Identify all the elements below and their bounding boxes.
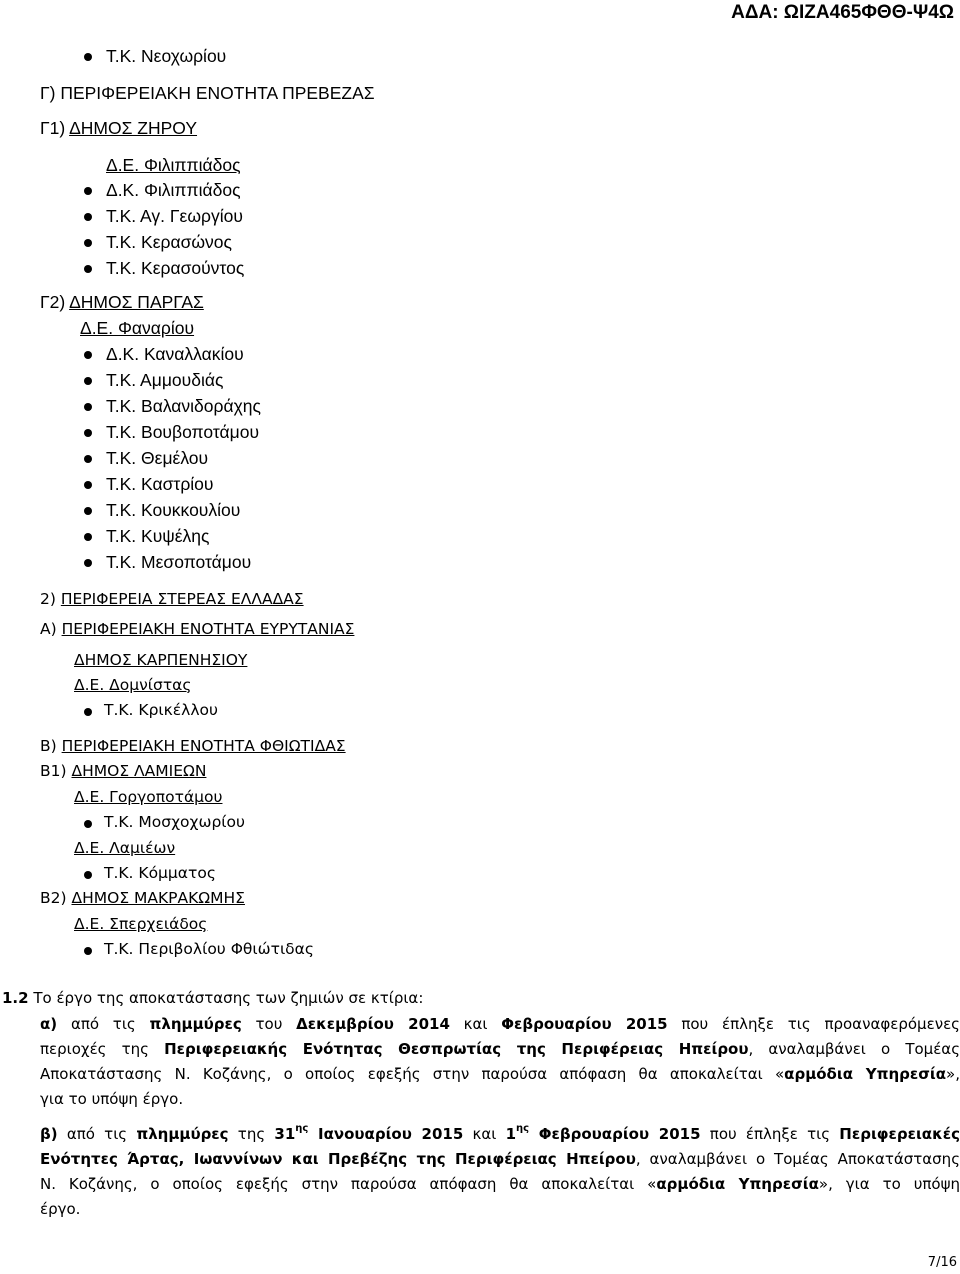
municipality-heading: Β1) ΔΗΜΟΣ ΛΑΜΙΕΩΝ (40, 762, 207, 780)
paragraph-a (40, 1012, 960, 1112)
list-item: Τ.Κ. Θεμέλου (106, 448, 209, 468)
bullet-icon (84, 871, 92, 879)
list-item: Τ.Κ. Κουκκουλίου (106, 500, 241, 520)
bullet-icon (84, 708, 92, 716)
bullet-icon (84, 265, 92, 273)
bullet-icon (84, 187, 92, 195)
list-item: Τ.Κ. Κρικέλλου (104, 701, 218, 719)
paragraph-a-line-3: Αποκατάστασης Ν. Κοζάνης, ο οποίος εφεξής στην παρούσα απόφαση θα αποκαλείται «αρμόδια Υπηρεσία», (40, 1065, 960, 1083)
paragraph-b-line-3: Ν. Κοζάνης, ο οποίος εφεξής στην παρούσα απόφαση θα αποκαλείται «αρμόδια Υπηρεσία», για το υπόψη (40, 1175, 960, 1193)
list-item: Τ.Κ. Αμμουδιάς (106, 370, 224, 390)
paragraph-a-line-4: για το υπόψη έργο. (40, 1090, 184, 1108)
paragraph-a-line-2: περιοχές της Περιφερειακής Ενότητας Θεσπρωτίας της Περιφέρειας Ηπείρου, αναλαμβάνει ο Τομέας (40, 1040, 960, 1058)
list-item: Δ.Κ. Καναλλακίου (106, 344, 244, 364)
unit-heading[interactable]: Δ.Ε. Δομνίστας (74, 676, 192, 694)
bullet-icon (84, 481, 92, 489)
list-item: Τ.Κ. Μοσχοχωρίου (104, 813, 245, 831)
section-link[interactable]: ΠΕΡΙΦΕΡΕΙΑΚΗ ΕΝΟΤΗΤΑ ΕΥΡΥΤΑΝΙΑΣ (61, 620, 355, 638)
bullet-icon (84, 53, 92, 61)
bullet-icon (84, 947, 92, 955)
bullet-icon (84, 429, 92, 437)
unit-heading[interactable]: Δ.Ε. Γοργοποτάμου (74, 788, 223, 806)
unit-heading: Δ.Ε. Φαναρίου (80, 318, 195, 338)
bullet-icon (84, 351, 92, 359)
list-item: Τ.Κ. Κυψέλης (106, 526, 210, 546)
section-heading: Β) ΠΕΡΙΦΕΡΕΙΑΚΗ ΕΝΟΤΗΤΑ ΦΘΙΩΤΙΔΑΣ (40, 737, 346, 755)
list-item: Τ.Κ. Νεοχωρίου (106, 46, 227, 66)
unit-heading[interactable]: Δ.Ε. Σπερχειάδος (74, 915, 208, 933)
section-link[interactable]: ΠΕΡΙΦΕΡΕΙΑΚΗ ΕΝΟΤΗΤΑ ΦΘΙΩΤΙΔΑΣ (61, 737, 346, 755)
bullet-icon (84, 239, 92, 247)
region-heading: 2) ΠΕΡΙΦΕΡΕΙΑ ΣΤΕΡΕΑΣ ΕΛΛΑΔΑΣ (40, 590, 304, 608)
paragraph-b (40, 1122, 960, 1222)
bullet-icon (84, 533, 92, 541)
list-item: Τ.Κ. Κερασώνος (106, 232, 232, 252)
region-link[interactable]: ΠΕΡΙΦΕΡΕΙΑ ΣΤΕΡΕΑΣ ΕΛΛΑΔΑΣ (60, 590, 304, 608)
section-heading: Γ) ΠΕΡΙΦΕΡΕΙΑΚΗ ΕΝΟΤΗΤΑ ΠΡΕΒΕΖΑΣ (40, 83, 375, 103)
municipality-heading: Β2) ΔΗΜΟΣ ΜΑΚΡΑΚΩΜΗΣ (40, 889, 245, 907)
unit-heading: Δ.Ε. Φιλιππιάδος (106, 155, 241, 175)
bullet-icon (84, 559, 92, 567)
list-item: Τ.Κ. Βουβοποτάμου (106, 422, 260, 442)
paragraph-b-line-2: Ενότητες Άρτας, Ιωαννίνων και Πρεβέζης της Περιφέρειας Ηπείρου, αναλαμβάνει ο Τομέας Αποκατάστασης (40, 1150, 960, 1168)
municipality-heading[interactable]: ΔΗΜΟΣ ΚΑΡΠΕΝΗΣΙΟΥ (74, 651, 248, 669)
paragraph-a-line-1: α) από τις πλημμύρες του Δεκεμβρίου 2014 και Φεβρουαρίου 2015 που έπληξε τις προαναφερόμενες (40, 1015, 960, 1033)
paragraph-b-line-4: έργο. (40, 1200, 81, 1218)
municipality-link[interactable]: ΔΗΜΟΣ ΖΗΡΟΥ (69, 118, 198, 138)
municipality-heading: Γ1) ΔΗΜΟΣ ΖΗΡΟΥ (40, 118, 198, 138)
municipality-link[interactable]: ΔΗΜΟΣ ΠΑΡΓΑΣ (69, 292, 204, 312)
municipality-heading: Γ2) ΔΗΜΟΣ ΠΑΡΓΑΣ (40, 292, 204, 312)
bullet-icon (84, 213, 92, 221)
list-item: Τ.Κ. Αγ. Γεωργίου (106, 206, 243, 226)
list-item: Τ.Κ. Περιβολίου Φθιώτιδας (104, 940, 314, 958)
municipality-link[interactable]: ΔΗΜΟΣ ΛΑΜΙΕΩΝ (71, 762, 207, 780)
ada-code: ΑΔΑ: ΩΙΖΑ465ΦΘΘ-Ψ4Ω (731, 2, 954, 23)
bullet-icon (84, 507, 92, 515)
municipality-link[interactable]: ΔΗΜΟΣ ΜΑΚΡΑΚΩΜΗΣ (71, 889, 245, 907)
list-item: Τ.Κ. Κόμματος (104, 864, 216, 882)
list-item: Δ.Κ. Φιλιππιάδος (106, 180, 241, 200)
list-item: Τ.Κ. Μεσοποτάμου (106, 552, 252, 572)
list-item: Τ.Κ. Κερασούντος (106, 258, 245, 278)
paragraph-b-line-1: β) από τις πλημμύρες της $31^{\eta\varsigma}$ Ιανουαρίου 2015 και $1^{\eta\varsigma}$ Φεβρουαρίου 2015 που έπληξε τις Περιφερειακές (40, 1123, 960, 1143)
section-1-2-intro: 1.2 Το έργο της αποκατάστασης των ζημιών σε κτίρια: (2, 989, 424, 1007)
unit-heading[interactable]: Δ.Ε. Λαμιέων (74, 839, 176, 857)
bullet-icon (84, 455, 92, 463)
list-item: Τ.Κ. Βαλανιδοράχης (106, 396, 261, 416)
page-number: 7/16 (927, 1255, 957, 1270)
bullet-icon (84, 403, 92, 411)
list-item: Τ.Κ. Καστρίου (106, 474, 214, 494)
section-heading: Α) ΠΕΡΙΦΕΡΕΙΑΚΗ ΕΝΟΤΗΤΑ ΕΥΡΥΤΑΝΙΑΣ (40, 620, 355, 638)
bullet-icon (84, 820, 92, 828)
bullet-icon (84, 377, 92, 385)
